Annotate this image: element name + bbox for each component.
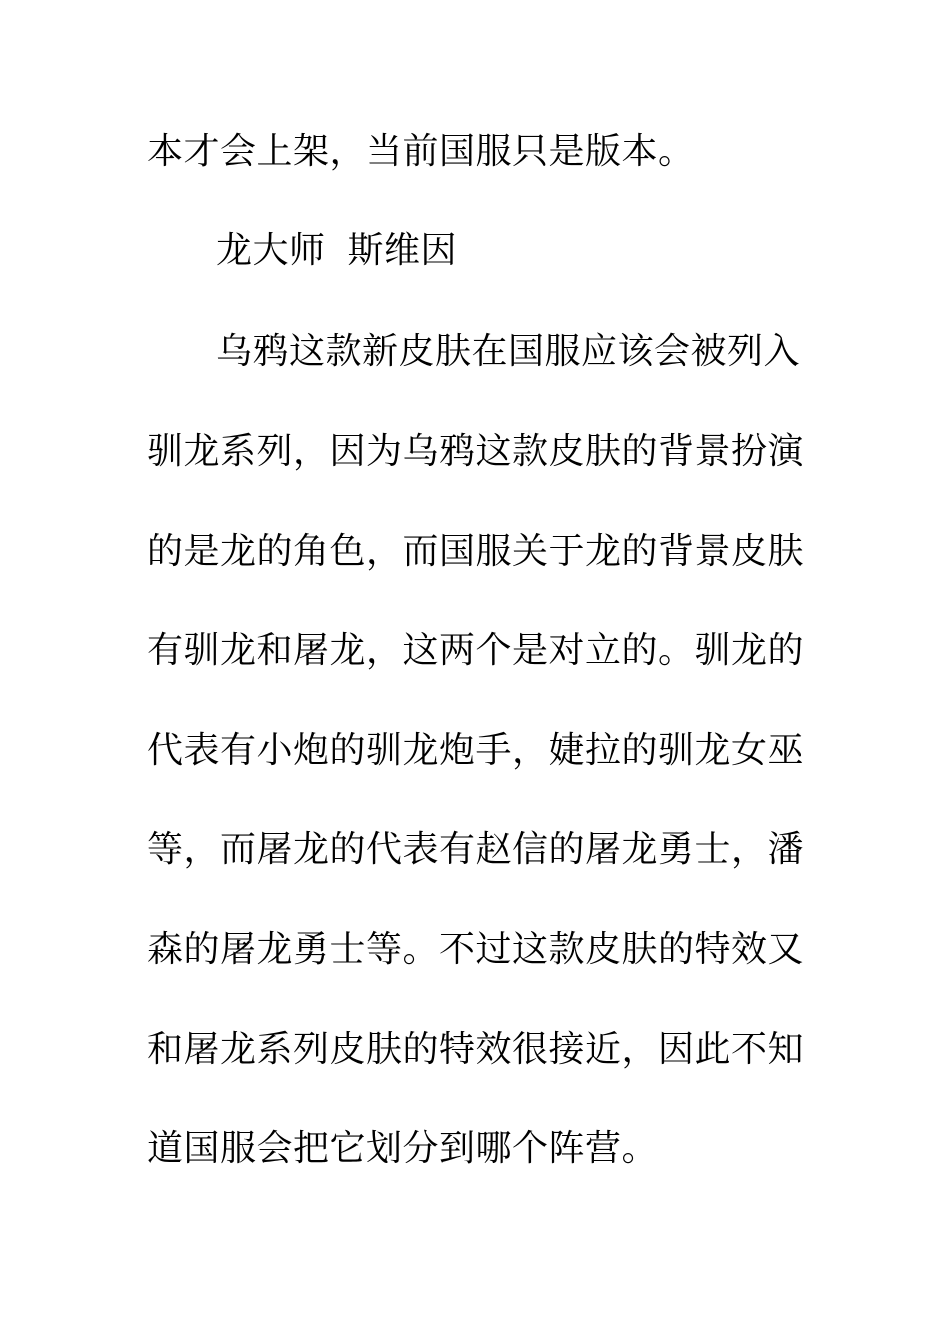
byline-name: 斯维因: [347, 230, 458, 271]
paragraph-line: 和屠龙系列皮肤的特效很接近，因此不知: [147, 1029, 805, 1070]
paragraph-line: 代表有小炮的驯龙炮手，婕拉的驯龙女巫: [147, 730, 805, 771]
paragraph-line: 森的屠龙勇士等。不过这款皮肤的特效又: [147, 929, 805, 970]
paragraph-line: 有驯龙和屠龙，这两个是对立的。驯龙的: [147, 630, 805, 671]
byline: [216, 227, 457, 275]
paragraph-line: 驯龙系列，因为乌鸦这款皮肤的背景扮演: [147, 431, 805, 472]
paragraph-line: 道国服会把它划分到哪个阵营。: [147, 1128, 659, 1169]
paragraph-line: 的是龙的角色，而国服关于龙的背景皮肤: [147, 531, 805, 572]
paragraph-continuation-line: 本才会上架，当前国服只是版本。: [147, 131, 695, 172]
paragraph-line: 乌鸦这款新皮肤在国服应该会被列入: [216, 331, 801, 372]
paragraph-line: 等，而屠龙的代表有赵信的屠龙勇士，潘: [147, 829, 805, 870]
byline-title: 龙大师: [216, 230, 326, 271]
